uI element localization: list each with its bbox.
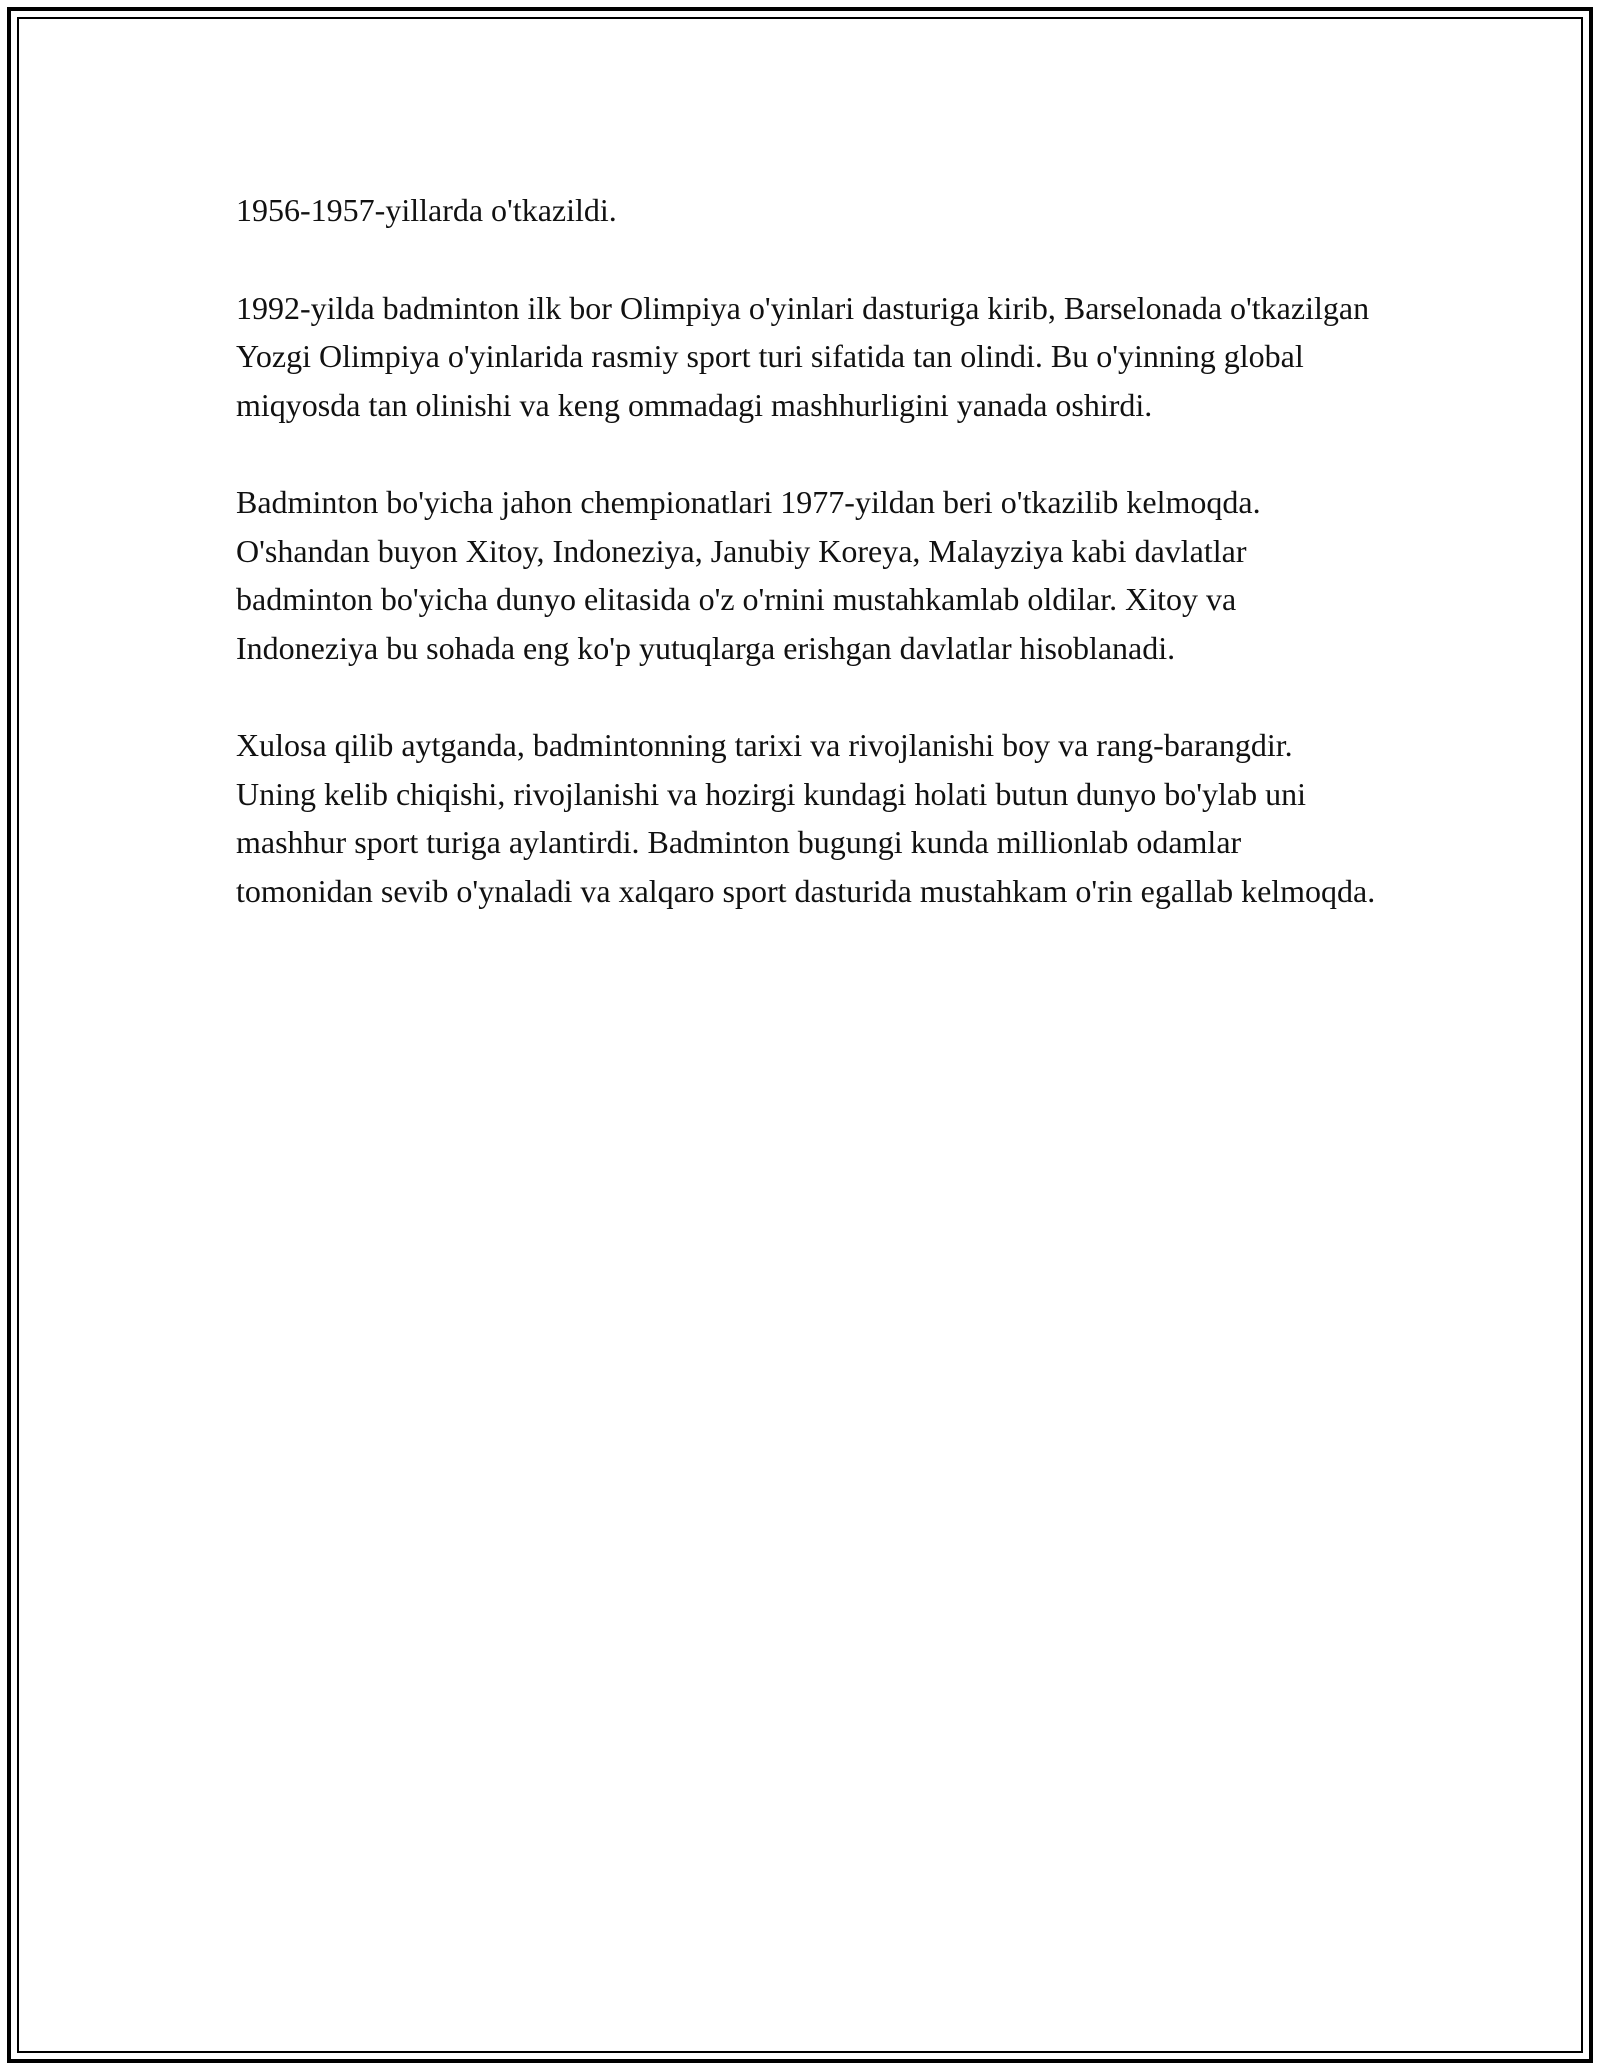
paragraph-3: Badminton bo'yicha jahon chempionatlari 1977-yildan beri o'tkazilib kelmoqda. O'shandan buyon Xitoy, Indoneziya, Janubiy Koreya, Malayziya kabi davlatlar badminton bo'yicha dunyo elitasida o'z o'rnini mustahkamlab oldilar. Xitoy va Indoneziya bu sohada eng ko'p yutuqlarga erishgan davlatlar hisoblanadi. (236, 484, 1261, 666)
paragraph-4: Xulosa qilib aytganda, badmintonning tarixi va rivojlanishi boy va rang-barangdir. Uning kelib chiqishi, rivojlanishi va hozirgi kundagi holati butun dunyo bo'ylab uni mashhur sport turiga aylantirdi. Badminton bugungi kunda millionlab odamlar tomonidan sevib o'ynaladi va xalqaro sport dasturida mustahkam o'rin egallab kelmoqda. (236, 727, 1376, 909)
document-body (236, 186, 1376, 964)
paragraph-2: 1992-yilda badminton ilk bor Olimpiya o'yinlari dasturiga kirib, Barselonada o'tkazilgan Yozgi Olimpiya o'yinlarida rasmiy sport turi sifatida tan olindi. Bu o'yinning global miqyosda tan olinishi va keng ommadagi mashhurligini yanada oshirdi. (236, 289, 1370, 423)
paragraph-1: 1956-1957-yillarda o'tkazildi. (236, 192, 617, 228)
